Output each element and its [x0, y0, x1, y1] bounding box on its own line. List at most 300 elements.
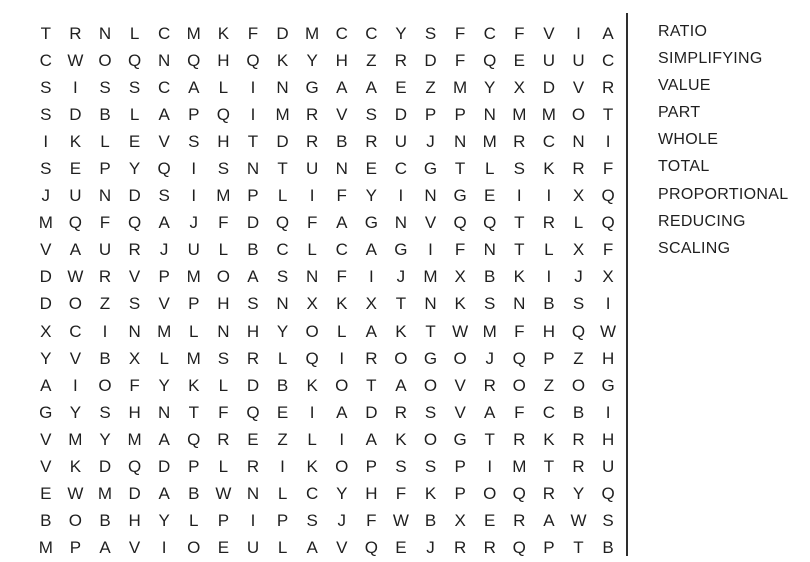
grid-letter-r17c10[interactable]: K: [306, 457, 318, 477]
grid-letter-r15c15[interactable]: V: [454, 402, 466, 422]
grid-letter-r12c12[interactable]: A: [365, 321, 377, 341]
grid-letter-r20c17[interactable]: Q: [512, 538, 526, 558]
grid-letter-r18c7[interactable]: W: [215, 484, 232, 504]
grid-letter-r16c7[interactable]: R: [217, 429, 230, 449]
grid-letter-r8c5[interactable]: A: [158, 213, 170, 233]
grid-letter-r7c16[interactable]: E: [484, 186, 496, 206]
grid-letter-r1c14[interactable]: S: [424, 23, 437, 43]
grid-letter-r15c1[interactable]: G: [39, 402, 53, 422]
grid-letter-r18c15[interactable]: P: [454, 484, 466, 504]
grid-letter-r11c4[interactable]: S: [128, 294, 141, 314]
grid-letter-r12c1[interactable]: X: [40, 321, 52, 341]
grid-letter-r12c8[interactable]: H: [246, 321, 260, 341]
grid-letter-r16c18[interactable]: K: [543, 429, 555, 449]
grid-letter-r7c18[interactable]: I: [546, 186, 552, 206]
grid-letter-r9c15[interactable]: F: [454, 240, 466, 260]
grid-letter-r17c19[interactable]: R: [572, 457, 585, 477]
grid-letter-r14c9[interactable]: B: [276, 375, 289, 395]
grid-letter-r7c1[interactable]: J: [41, 186, 51, 206]
grid-letter-r12c6[interactable]: L: [189, 321, 199, 341]
grid-letter-r16c2[interactable]: M: [68, 429, 83, 449]
grid-letter-r5c7[interactable]: H: [217, 131, 230, 151]
grid-letter-r19c15[interactable]: X: [454, 511, 466, 531]
grid-letter-r11c17[interactable]: N: [513, 294, 526, 314]
grid-letter-r20c19[interactable]: T: [573, 538, 584, 558]
grid-letter-r6c1[interactable]: S: [40, 159, 52, 179]
grid-letter-r8c1[interactable]: M: [38, 213, 53, 233]
grid-letter-r11c19[interactable]: S: [572, 294, 585, 314]
grid-letter-r19c12[interactable]: F: [366, 511, 377, 531]
grid-letter-r15c6[interactable]: T: [188, 402, 199, 422]
grid-letter-r15c16[interactable]: A: [484, 402, 496, 422]
grid-letter-r1c19[interactable]: I: [576, 23, 581, 43]
grid-letter-r6c10[interactable]: U: [306, 159, 319, 179]
grid-letter-r17c12[interactable]: P: [365, 457, 377, 477]
grid-letter-r5c8[interactable]: T: [247, 131, 259, 151]
grid-letter-r16c1[interactable]: V: [40, 429, 52, 449]
grid-letter-r3c17[interactable]: X: [513, 77, 525, 97]
grid-letter-r4c7[interactable]: Q: [216, 104, 230, 124]
grid-letter-r3c13[interactable]: E: [395, 77, 407, 97]
grid-letter-r10c17[interactable]: K: [513, 267, 525, 287]
grid-letter-r6c8[interactable]: N: [246, 159, 260, 179]
grid-letter-r14c6[interactable]: K: [188, 375, 200, 395]
grid-letter-r15c9[interactable]: E: [276, 402, 289, 422]
grid-letter-r20c18[interactable]: P: [543, 538, 555, 558]
grid-letter-r17c20[interactable]: U: [601, 457, 615, 477]
grid-letter-r13c16[interactable]: J: [485, 348, 494, 368]
grid-letter-r6c2[interactable]: E: [69, 159, 82, 179]
grid-letter-r4c19[interactable]: O: [571, 104, 586, 124]
grid-letter-r18c12[interactable]: H: [365, 484, 378, 504]
grid-letter-r19c8[interactable]: I: [250, 511, 256, 531]
grid-letter-r7c12[interactable]: Y: [365, 186, 377, 206]
grid-letter-r9c10[interactable]: L: [307, 240, 317, 260]
grid-letter-r8c11[interactable]: A: [336, 213, 348, 233]
grid-letter-r14c12[interactable]: T: [366, 375, 377, 395]
grid-letter-r10c1[interactable]: D: [39, 267, 52, 287]
grid-letter-r9c20[interactable]: F: [602, 240, 614, 260]
grid-letter-r7c14[interactable]: N: [424, 186, 437, 206]
grid-letter-r19c18[interactable]: A: [543, 511, 555, 531]
grid-letter-r8c3[interactable]: F: [99, 213, 111, 233]
grid-letter-r8c6[interactable]: J: [189, 213, 199, 233]
grid-letter-r16c5[interactable]: A: [158, 429, 170, 449]
grid-letter-r14c18[interactable]: Z: [543, 375, 555, 395]
grid-letter-r13c9[interactable]: L: [277, 348, 288, 368]
grid-letter-r17c9[interactable]: I: [280, 457, 285, 477]
grid-letter-r12c4[interactable]: N: [128, 321, 141, 341]
grid-letter-r8c17[interactable]: T: [514, 213, 525, 233]
grid-letter-r10c2[interactable]: W: [67, 267, 84, 287]
grid-letter-r20c7[interactable]: E: [217, 538, 230, 558]
grid-letter-r20c12[interactable]: Q: [364, 538, 378, 558]
grid-letter-r17c7[interactable]: L: [218, 457, 229, 477]
grid-letter-r3c18[interactable]: D: [542, 77, 556, 97]
grid-letter-r15c2[interactable]: Y: [69, 402, 82, 422]
grid-letter-r1c11[interactable]: C: [335, 23, 348, 43]
grid-letter-r10c8[interactable]: A: [247, 267, 259, 287]
grid-letter-r9c8[interactable]: B: [247, 240, 259, 260]
grid-letter-r6c16[interactable]: L: [484, 159, 495, 179]
grid-letter-r12c16[interactable]: M: [482, 321, 497, 341]
grid-letter-r12c9[interactable]: Y: [276, 321, 289, 341]
grid-letter-r2c1[interactable]: C: [39, 50, 52, 70]
grid-letter-r2c14[interactable]: D: [424, 50, 437, 70]
grid-letter-r15c18[interactable]: C: [542, 402, 556, 422]
grid-letter-r3c1[interactable]: S: [40, 77, 52, 97]
grid-letter-r2c20[interactable]: C: [601, 50, 615, 70]
grid-letter-r12c7[interactable]: N: [217, 321, 230, 341]
grid-letter-r12c14[interactable]: T: [425, 321, 436, 341]
grid-letter-r8c13[interactable]: N: [394, 213, 408, 233]
grid-letter-r6c4[interactable]: Y: [128, 159, 141, 179]
grid-letter-r20c14[interactable]: J: [426, 538, 435, 558]
grid-letter-r17c1[interactable]: V: [40, 457, 52, 477]
grid-letter-r13c1[interactable]: Y: [40, 348, 52, 368]
grid-letter-r9c18[interactable]: L: [544, 240, 554, 260]
grid-letter-r3c11[interactable]: A: [336, 77, 348, 97]
grid-letter-r17c14[interactable]: S: [424, 457, 437, 477]
grid-letter-r19c19[interactable]: W: [570, 511, 587, 531]
grid-letter-r11c8[interactable]: S: [247, 294, 259, 314]
grid-letter-r18c17[interactable]: Q: [512, 484, 526, 504]
grid-letter-r7c13[interactable]: I: [398, 186, 404, 206]
grid-letter-r1c5[interactable]: C: [158, 23, 171, 43]
grid-letter-r5c6[interactable]: S: [188, 131, 200, 151]
grid-letter-r15c10[interactable]: I: [309, 402, 315, 422]
grid-letter-r11c5[interactable]: V: [158, 294, 170, 314]
grid-letter-r19c2[interactable]: O: [68, 511, 82, 531]
grid-letter-r5c3[interactable]: L: [100, 131, 110, 151]
grid-letter-r3c20[interactable]: R: [601, 77, 615, 97]
grid-letter-r14c10[interactable]: K: [306, 375, 318, 395]
grid-letter-r5c14[interactable]: J: [426, 131, 435, 151]
grid-letter-r13c17[interactable]: Q: [512, 348, 526, 368]
grid-letter-r2c9[interactable]: K: [276, 50, 289, 70]
grid-letter-r13c7[interactable]: S: [217, 348, 230, 368]
grid-letter-r2c16[interactable]: Q: [483, 50, 497, 70]
grid-letter-r1c7[interactable]: K: [217, 23, 230, 43]
grid-letter-r13c3[interactable]: B: [99, 348, 111, 368]
grid-letter-r2c11[interactable]: H: [335, 50, 348, 70]
grid-letter-r16c20[interactable]: H: [601, 429, 615, 449]
grid-letter-r5c4[interactable]: E: [128, 131, 141, 151]
grid-letter-r11c6[interactable]: P: [188, 294, 200, 314]
grid-letter-r6c7[interactable]: S: [217, 159, 230, 179]
grid-letter-r20c10[interactable]: A: [306, 538, 318, 558]
grid-letter-r19c4[interactable]: H: [128, 511, 141, 531]
grid-letter-r10c15[interactable]: X: [454, 267, 466, 287]
grid-letter-r1c6[interactable]: M: [186, 23, 201, 43]
grid-letter-r7c9[interactable]: L: [277, 186, 288, 206]
grid-letter-r4c5[interactable]: A: [158, 104, 170, 124]
grid-letter-r13c14[interactable]: G: [423, 348, 438, 368]
grid-letter-r3c7[interactable]: L: [218, 77, 229, 97]
grid-letter-r9c1[interactable]: V: [40, 240, 52, 260]
grid-letter-r16c12[interactable]: A: [365, 429, 377, 449]
grid-letter-r3c15[interactable]: M: [453, 77, 468, 97]
grid-letter-r10c6[interactable]: M: [186, 267, 201, 287]
grid-letter-r8c8[interactable]: D: [246, 213, 260, 233]
grid-letter-r20c3[interactable]: A: [99, 538, 111, 558]
grid-letter-r15c13[interactable]: R: [394, 402, 408, 422]
grid-letter-r14c11[interactable]: O: [335, 375, 349, 395]
grid-letter-r11c20[interactable]: I: [605, 294, 611, 314]
grid-letter-r18c16[interactable]: O: [483, 484, 497, 504]
grid-letter-r5c2[interactable]: K: [69, 131, 82, 151]
grid-letter-r8c10[interactable]: F: [306, 213, 318, 233]
grid-letter-r15c11[interactable]: A: [336, 402, 348, 422]
grid-letter-r10c19[interactable]: J: [574, 267, 583, 287]
grid-letter-r20c11[interactable]: V: [336, 538, 348, 558]
grid-letter-r16c15[interactable]: G: [453, 429, 467, 449]
grid-letter-r17c13[interactable]: S: [395, 457, 407, 477]
grid-letter-r20c16[interactable]: R: [483, 538, 496, 558]
grid-letter-r1c18[interactable]: V: [543, 23, 555, 43]
grid-letter-r20c9[interactable]: L: [277, 538, 288, 558]
grid-letter-r13c8[interactable]: R: [246, 348, 260, 368]
grid-letter-r5c18[interactable]: C: [542, 131, 556, 151]
grid-letter-r11c3[interactable]: Z: [99, 294, 111, 314]
grid-letter-r5c16[interactable]: M: [482, 131, 497, 151]
grid-letter-r9c11[interactable]: C: [335, 240, 348, 260]
grid-letter-r9c4[interactable]: R: [128, 240, 141, 260]
grid-letter-r12c17[interactable]: F: [514, 321, 525, 341]
grid-letter-r8c20[interactable]: Q: [601, 213, 615, 233]
grid-letter-r13c2[interactable]: V: [69, 348, 82, 368]
grid-letter-r5c12[interactable]: R: [365, 131, 378, 151]
grid-letter-r16c9[interactable]: Z: [277, 429, 288, 449]
grid-letter-r18c3[interactable]: M: [97, 484, 113, 504]
grid-letter-r17c15[interactable]: P: [454, 457, 466, 477]
grid-letter-r11c18[interactable]: B: [543, 294, 555, 314]
grid-letter-r1c17[interactable]: F: [514, 23, 525, 43]
grid-letter-r11c16[interactable]: S: [484, 294, 496, 314]
grid-letter-r1c4[interactable]: L: [129, 23, 140, 43]
grid-letter-r6c20[interactable]: F: [602, 159, 614, 179]
grid-letter-r10c9[interactable]: S: [276, 267, 289, 287]
grid-letter-r16c17[interactable]: R: [513, 429, 526, 449]
grid-letter-r12c3[interactable]: I: [102, 321, 108, 341]
grid-letter-r4c2[interactable]: D: [69, 104, 82, 124]
grid-letter-r10c4[interactable]: V: [128, 267, 141, 287]
grid-letter-r16c10[interactable]: L: [307, 429, 317, 449]
grid-letter-r2c15[interactable]: F: [454, 50, 466, 70]
grid-letter-r5c19[interactable]: N: [572, 131, 585, 151]
grid-letter-r12c19[interactable]: Q: [571, 321, 586, 341]
grid-letter-r2c2[interactable]: W: [67, 50, 84, 70]
grid-letter-r15c19[interactable]: B: [572, 402, 585, 422]
grid-letter-r12c13[interactable]: K: [395, 321, 407, 341]
grid-letter-r7c20[interactable]: Q: [601, 186, 615, 206]
grid-letter-r19c11[interactable]: J: [337, 511, 346, 531]
grid-letter-r14c7[interactable]: L: [218, 375, 229, 395]
grid-letter-r6c19[interactable]: R: [572, 159, 585, 179]
grid-letter-r14c19[interactable]: O: [571, 375, 586, 395]
grid-letter-r2c10[interactable]: Y: [306, 50, 318, 70]
grid-letter-r1c13[interactable]: Y: [395, 23, 407, 43]
grid-letter-r10c11[interactable]: F: [336, 267, 347, 287]
grid-letter-r6c12[interactable]: E: [365, 159, 377, 179]
grid-letter-r18c5[interactable]: A: [158, 484, 170, 504]
grid-letter-r14c14[interactable]: O: [423, 375, 438, 395]
grid-letter-r16c14[interactable]: O: [423, 429, 438, 449]
grid-letter-r18c11[interactable]: Y: [336, 484, 348, 504]
grid-letter-r7c19[interactable]: X: [572, 186, 585, 206]
grid-letter-r11c12[interactable]: X: [365, 294, 377, 314]
grid-letter-r19c7[interactable]: P: [217, 511, 230, 531]
grid-letter-r13c18[interactable]: P: [543, 348, 555, 368]
grid-letter-r3c14[interactable]: Z: [425, 77, 436, 97]
grid-letter-r3c4[interactable]: S: [128, 77, 141, 97]
grid-letter-r3c12[interactable]: A: [365, 77, 377, 97]
grid-letter-r15c20[interactable]: I: [605, 402, 611, 422]
grid-letter-r10c14[interactable]: M: [423, 267, 438, 287]
grid-letter-r5c17[interactable]: R: [513, 131, 526, 151]
grid-letter-r1c8[interactable]: F: [247, 23, 259, 43]
grid-letter-r8c19[interactable]: L: [573, 213, 584, 233]
grid-letter-r19c14[interactable]: B: [424, 511, 437, 531]
grid-letter-r5c20[interactable]: I: [605, 131, 611, 151]
grid-letter-r11c9[interactable]: N: [276, 294, 289, 314]
grid-letter-r6c11[interactable]: N: [335, 159, 348, 179]
grid-letter-r1c3[interactable]: N: [98, 23, 112, 43]
grid-letter-r2c6[interactable]: Q: [187, 50, 201, 70]
grid-letter-r5c5[interactable]: V: [158, 131, 170, 151]
grid-letter-r4c4[interactable]: L: [129, 104, 140, 124]
grid-letter-r16c8[interactable]: E: [247, 429, 259, 449]
grid-letter-r16c3[interactable]: Y: [99, 429, 111, 449]
grid-letter-r7c8[interactable]: P: [247, 186, 259, 206]
grid-letter-r12c20[interactable]: W: [600, 321, 617, 341]
grid-letter-r7c3[interactable]: N: [98, 186, 112, 206]
grid-letter-r7c10[interactable]: I: [309, 186, 315, 206]
grid-letter-r16c19[interactable]: R: [572, 429, 585, 449]
grid-letter-r2c5[interactable]: N: [158, 50, 171, 70]
grid-letter-r19c6[interactable]: L: [189, 511, 199, 531]
grid-letter-r9c16[interactable]: N: [483, 240, 496, 260]
grid-letter-r14c4[interactable]: F: [129, 375, 140, 395]
grid-letter-r17c11[interactable]: O: [335, 457, 349, 477]
grid-letter-r16c6[interactable]: Q: [187, 429, 201, 449]
grid-letter-r2c4[interactable]: Q: [127, 50, 142, 70]
grid-letter-r18c19[interactable]: Y: [572, 484, 585, 504]
grid-letter-r17c4[interactable]: Q: [127, 457, 142, 477]
grid-letter-r2c19[interactable]: U: [572, 50, 585, 70]
grid-letter-r8c9[interactable]: Q: [275, 213, 290, 233]
grid-letter-r16c13[interactable]: K: [395, 429, 407, 449]
grid-letter-r16c4[interactable]: M: [127, 429, 142, 449]
grid-letter-r10c12[interactable]: I: [368, 267, 374, 287]
grid-letter-r9c13[interactable]: G: [394, 240, 408, 260]
grid-letter-r7c15[interactable]: G: [453, 186, 467, 206]
grid-letter-r6c3[interactable]: P: [99, 159, 111, 179]
grid-letter-r4c12[interactable]: S: [365, 104, 377, 124]
grid-letter-r14c17[interactable]: O: [512, 375, 526, 395]
grid-letter-r20c5[interactable]: I: [161, 538, 167, 558]
grid-letter-r4c20[interactable]: T: [602, 104, 614, 124]
grid-letter-r10c7[interactable]: O: [216, 267, 230, 287]
grid-letter-r20c4[interactable]: V: [128, 538, 141, 558]
grid-letter-r11c10[interactable]: X: [306, 294, 318, 314]
grid-letter-r13c13[interactable]: O: [394, 348, 408, 368]
grid-letter-r3c8[interactable]: I: [250, 77, 256, 97]
grid-letter-r4c16[interactable]: N: [483, 104, 496, 124]
grid-letter-r18c1[interactable]: E: [40, 484, 52, 504]
grid-letter-r18c8[interactable]: N: [246, 484, 260, 504]
grid-letter-r7c2[interactable]: U: [69, 186, 82, 206]
grid-letter-r2c18[interactable]: U: [542, 50, 556, 70]
grid-letter-r14c20[interactable]: G: [601, 375, 615, 395]
grid-letter-r9c3[interactable]: U: [98, 240, 112, 260]
grid-letter-r10c13[interactable]: J: [396, 267, 406, 287]
grid-letter-r14c2[interactable]: I: [73, 375, 78, 395]
grid-letter-r15c7[interactable]: F: [218, 402, 229, 422]
grid-letter-r4c18[interactable]: M: [541, 104, 556, 124]
grid-letter-r3c5[interactable]: C: [158, 77, 171, 97]
grid-letter-r17c16[interactable]: I: [487, 457, 493, 477]
grid-letter-r3c3[interactable]: S: [99, 77, 111, 97]
grid-letter-r12c5[interactable]: M: [157, 321, 172, 341]
grid-letter-r19c10[interactable]: S: [306, 511, 318, 531]
grid-letter-r19c20[interactable]: S: [602, 511, 614, 531]
grid-letter-r2c17[interactable]: E: [513, 50, 525, 70]
grid-letter-r17c8[interactable]: R: [246, 457, 260, 477]
grid-letter-r2c13[interactable]: R: [394, 50, 408, 70]
grid-letter-r10c18[interactable]: I: [546, 267, 552, 287]
grid-letter-r8c2[interactable]: Q: [68, 213, 82, 233]
grid-letter-r18c6[interactable]: B: [188, 484, 200, 504]
grid-letter-r15c4[interactable]: H: [128, 402, 141, 422]
grid-letter-r8c18[interactable]: R: [542, 213, 556, 233]
grid-letter-r9c14[interactable]: I: [428, 240, 433, 260]
grid-letter-r3c19[interactable]: V: [572, 77, 585, 97]
grid-letter-r12c15[interactable]: W: [452, 321, 469, 341]
grid-letter-r18c2[interactable]: W: [67, 484, 84, 504]
grid-letter-r17c3[interactable]: D: [98, 457, 112, 477]
grid-letter-r17c5[interactable]: D: [158, 457, 171, 477]
grid-letter-r10c10[interactable]: N: [306, 267, 319, 287]
grid-letter-r6c14[interactable]: G: [423, 159, 438, 179]
grid-letter-r13c10[interactable]: Q: [305, 348, 319, 368]
grid-letter-r17c2[interactable]: K: [69, 457, 82, 477]
grid-letter-r3c16[interactable]: Y: [484, 77, 496, 97]
grid-letter-r5c9[interactable]: D: [276, 131, 289, 151]
grid-letter-r14c5[interactable]: Y: [158, 375, 170, 395]
grid-letter-r8c16[interactable]: Q: [483, 213, 497, 233]
grid-letter-r4c13[interactable]: D: [394, 104, 408, 124]
grid-letter-r13c6[interactable]: M: [186, 348, 201, 368]
grid-letter-r4c8[interactable]: I: [250, 104, 256, 124]
grid-letter-r10c20[interactable]: X: [602, 267, 614, 287]
grid-letter-r4c6[interactable]: P: [188, 104, 200, 124]
grid-letter-r12c2[interactable]: C: [69, 321, 82, 341]
grid-letter-r20c13[interactable]: E: [395, 538, 407, 558]
grid-letter-r9c9[interactable]: C: [276, 240, 289, 260]
grid-letter-r8c14[interactable]: V: [424, 213, 437, 233]
grid-letter-r17c18[interactable]: T: [543, 457, 555, 477]
grid-letter-r8c12[interactable]: G: [364, 213, 378, 233]
grid-letter-r7c6[interactable]: I: [191, 186, 197, 206]
grid-letter-r1c2[interactable]: R: [69, 23, 82, 43]
grid-letter-r1c10[interactable]: M: [305, 23, 320, 43]
grid-letter-r19c1[interactable]: B: [40, 511, 52, 531]
grid-letter-r10c16[interactable]: B: [484, 267, 496, 287]
grid-letter-r14c16[interactable]: R: [483, 375, 496, 395]
grid-letter-r19c16[interactable]: E: [484, 511, 496, 531]
grid-letter-r7c11[interactable]: F: [336, 186, 347, 206]
